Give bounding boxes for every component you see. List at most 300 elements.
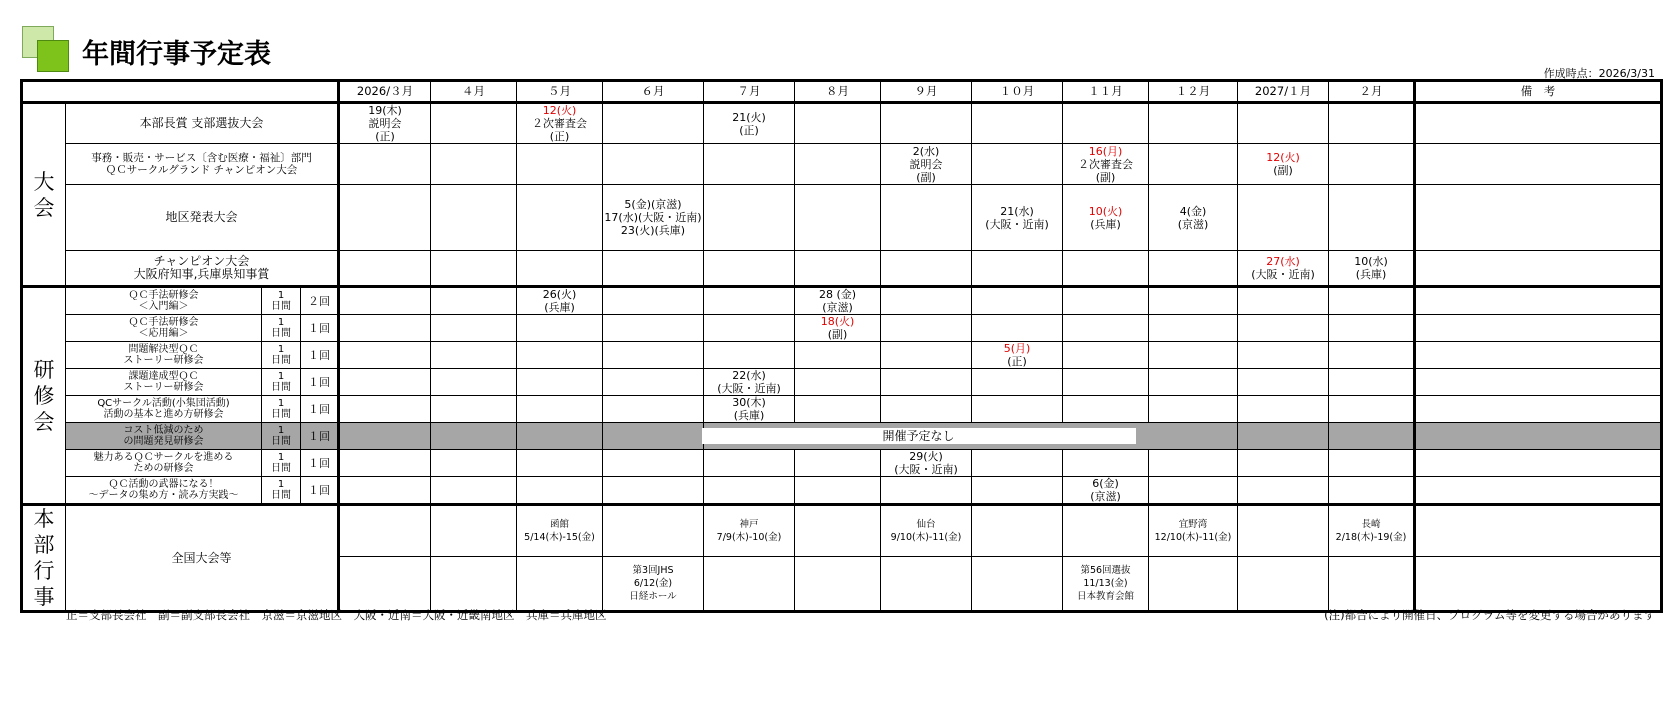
remarks-cell xyxy=(1415,369,1662,396)
month-cell xyxy=(517,369,603,396)
month-cell xyxy=(1329,342,1415,369)
month-cell xyxy=(704,185,795,251)
month-cell xyxy=(339,185,431,251)
month-cell xyxy=(1063,477,1149,505)
cell-text: 日間 xyxy=(271,409,291,420)
month-cell xyxy=(1329,144,1415,185)
cell-text: 5(月) xyxy=(1003,342,1031,355)
training-name xyxy=(66,423,262,450)
cell-text: (副) xyxy=(916,170,936,184)
month-cell xyxy=(1238,287,1329,315)
month-cell xyxy=(881,287,972,315)
month-cell xyxy=(1238,423,1329,450)
month-cell xyxy=(881,505,972,557)
training-row xyxy=(22,369,1662,396)
cell-text: (副) xyxy=(827,328,848,341)
cell-text: 日経ホール xyxy=(629,591,677,603)
training-times: １回 xyxy=(301,477,339,505)
remarks-cell xyxy=(1415,423,1662,450)
training-name xyxy=(66,315,262,342)
cell-text: 2/18(木)-19(金) xyxy=(1335,532,1407,544)
month-cell xyxy=(1063,557,1149,612)
month-cell xyxy=(1238,251,1329,287)
cell-text: 日間 xyxy=(271,463,291,474)
month-cell xyxy=(603,369,704,396)
training-name xyxy=(66,287,262,315)
cell-text: 日間 xyxy=(271,355,291,366)
cell-text: ための研修会 xyxy=(133,463,194,474)
cell-text: 21(水) xyxy=(1000,204,1034,218)
training-times: ２回 xyxy=(301,287,339,315)
training-days xyxy=(262,315,301,342)
month-cell xyxy=(1329,103,1415,144)
training-name xyxy=(66,396,262,423)
training-days xyxy=(262,342,301,369)
month-cell xyxy=(972,450,1063,477)
disclaimer-note: (注)都合により開催日、プログラム等を変更する場合があります xyxy=(1324,608,1655,622)
training-name xyxy=(66,477,262,505)
month-cell xyxy=(603,185,704,251)
cell-text: ＱＣサークルグランド チャンピオン大会 xyxy=(105,164,298,176)
cell-text: 大阪府知事,兵庫県知事賞 xyxy=(133,267,270,281)
month-cell xyxy=(1329,423,1415,450)
remarks-cell xyxy=(1415,505,1662,557)
month-cell xyxy=(1149,396,1238,423)
month-cell xyxy=(972,185,1063,251)
event-name xyxy=(66,103,339,144)
cell-text: 日間 xyxy=(271,436,291,447)
month-cell xyxy=(431,477,517,505)
remarks-cell xyxy=(1415,251,1662,287)
month-cell xyxy=(339,287,431,315)
training-days xyxy=(262,477,301,505)
month-cell xyxy=(795,315,881,342)
cell-text: (正) xyxy=(739,123,759,137)
month-cell xyxy=(431,396,517,423)
remarks-cell xyxy=(1415,396,1662,423)
month-cell xyxy=(881,477,972,505)
month-cell xyxy=(972,396,1063,423)
training-times: １回 xyxy=(301,369,339,396)
month-cell xyxy=(1149,315,1238,342)
cell-text: 2(水) xyxy=(912,144,940,158)
month-cell xyxy=(704,103,795,144)
month-cell xyxy=(881,396,972,423)
month-cell xyxy=(1329,315,1415,342)
month-cell xyxy=(795,185,881,251)
cell-text: 21(火) xyxy=(732,110,766,124)
training-name xyxy=(66,450,262,477)
cell-text: ＜応用編＞ xyxy=(138,328,189,339)
month-cell xyxy=(431,557,517,612)
honbu-row xyxy=(22,505,1662,557)
event-name: 全国大会等 xyxy=(66,505,339,612)
cell-text: (大阪・近南) xyxy=(717,382,781,395)
month-cell xyxy=(1063,287,1149,315)
cell-text: 11/13(金) xyxy=(1083,578,1128,590)
cell-text: (正) xyxy=(549,130,570,143)
cell-text: 28 (金) xyxy=(818,288,857,301)
cell-text: ２次審査会 xyxy=(1078,157,1133,171)
cell-text: 6(金) xyxy=(1092,477,1119,490)
cell-text: 地区発表大会 xyxy=(165,210,238,224)
event-row xyxy=(22,185,1662,251)
training-row xyxy=(22,315,1662,342)
month-cell xyxy=(704,505,795,557)
month-cell xyxy=(1149,103,1238,144)
month-cell xyxy=(603,144,704,185)
cell-text: QCサークル活動(小集団活動) xyxy=(97,397,230,409)
remarks-cell xyxy=(1415,144,1662,185)
month-cell xyxy=(1329,251,1415,287)
training-name xyxy=(66,369,262,396)
month-cell xyxy=(704,557,795,612)
month-cell xyxy=(431,185,517,251)
month-header: ５月 xyxy=(517,81,603,103)
cell-text: ストーリー研修会 xyxy=(123,355,204,366)
training-days xyxy=(262,369,301,396)
month-cell xyxy=(431,342,517,369)
month-header: ４月 xyxy=(431,81,517,103)
month-cell xyxy=(881,251,972,287)
cell-text: ＜入門編＞ xyxy=(138,301,189,312)
month-cell xyxy=(972,557,1063,612)
training-days xyxy=(262,396,301,423)
month-cell xyxy=(704,396,795,423)
section-label-kenshu: 研 修 会 xyxy=(22,287,66,505)
cell-text: コスト低減のため xyxy=(123,424,204,436)
month-cell xyxy=(339,144,431,185)
training-name xyxy=(66,342,262,369)
cell-text: (兵庫) xyxy=(1355,268,1387,281)
cell-text: 16(月) xyxy=(1088,144,1123,158)
month-cell xyxy=(1063,185,1149,251)
month-cell xyxy=(704,477,795,505)
cell-text: 30(木) xyxy=(732,396,766,409)
month-cell xyxy=(517,477,603,505)
month-cell xyxy=(972,342,1063,369)
month-cell xyxy=(1329,396,1415,423)
month-cell xyxy=(603,251,704,287)
month-header: １２月 xyxy=(1149,81,1238,103)
remarks-header: 備 考 xyxy=(1415,81,1662,103)
cell-text: 1 xyxy=(277,451,285,463)
month-cell xyxy=(795,287,881,315)
training-row xyxy=(22,287,1662,315)
month-cell xyxy=(704,342,795,369)
month-cell xyxy=(795,477,881,505)
month-cell xyxy=(1238,342,1329,369)
cell-text: 9/10(木)-11(金) xyxy=(890,532,962,544)
month-cell xyxy=(431,315,517,342)
month-cell xyxy=(517,342,603,369)
month-cell xyxy=(339,342,431,369)
month-header: １１月 xyxy=(1063,81,1149,103)
month-cell xyxy=(704,450,795,477)
month-cell xyxy=(1063,144,1149,185)
month-header: 2026/３月 xyxy=(339,81,431,103)
month-cell xyxy=(1238,477,1329,505)
month-cell xyxy=(795,557,881,612)
month-cell xyxy=(517,557,603,612)
month-cell xyxy=(1149,557,1238,612)
cell-text: 説明会 xyxy=(368,117,402,130)
month-cell xyxy=(1329,477,1415,505)
month-cell xyxy=(431,423,517,450)
page-title: 年間行事予定表 xyxy=(82,39,271,70)
month-cell xyxy=(972,505,1063,557)
month-cell xyxy=(431,251,517,287)
cell-text: 6/12(金) xyxy=(633,578,673,590)
month-cell xyxy=(603,287,704,315)
month-cell xyxy=(603,557,704,612)
cell-text: 18(火) xyxy=(820,315,855,328)
cell-text: (大阪・近南) xyxy=(985,217,1049,231)
month-cell xyxy=(972,287,1063,315)
cell-text: 日間 xyxy=(271,301,291,312)
header-corner xyxy=(22,81,339,103)
month-cell xyxy=(1149,342,1238,369)
month-cell xyxy=(603,423,704,450)
month-cell xyxy=(517,287,603,315)
cell-text: ＱＣ活動の武器になる！ xyxy=(108,478,219,490)
month-cell xyxy=(1238,315,1329,342)
training-times: １回 xyxy=(301,450,339,477)
cell-text: 活動の基本と進め方研修会 xyxy=(103,409,224,420)
cell-text: 説明会 xyxy=(909,157,943,171)
logo-icon xyxy=(22,26,68,70)
event-row xyxy=(22,251,1662,287)
remarks-cell xyxy=(1415,103,1662,144)
month-header: １０月 xyxy=(972,81,1063,103)
month-cell xyxy=(517,144,603,185)
training-row xyxy=(22,477,1662,505)
cell-text: 日間 xyxy=(271,490,291,501)
training-times: １回 xyxy=(301,396,339,423)
month-cell xyxy=(339,423,431,450)
training-row xyxy=(22,450,1662,477)
cell-text: 7/9(木)-10(金) xyxy=(716,532,782,544)
cell-text: 12(火) xyxy=(542,104,577,117)
month-cell xyxy=(704,315,795,342)
month-cell xyxy=(339,369,431,396)
month-cell xyxy=(431,369,517,396)
month-cell xyxy=(339,103,431,144)
cell-text: 10(火) xyxy=(1088,204,1123,218)
month-cell xyxy=(1063,369,1149,396)
month-cell xyxy=(972,315,1063,342)
cell-text: (正) xyxy=(375,130,395,143)
month-cell xyxy=(339,251,431,287)
month-cell xyxy=(1063,342,1149,369)
month-cell xyxy=(1238,369,1329,396)
cell-text: 1 xyxy=(277,289,285,301)
month-cell xyxy=(431,103,517,144)
cell-text: 日間 xyxy=(271,328,291,339)
cell-text: 27(水) xyxy=(1266,255,1300,268)
cell-text: (兵庫) xyxy=(733,409,765,422)
month-cell xyxy=(517,103,603,144)
month-cell xyxy=(1063,251,1149,287)
month-cell xyxy=(972,369,1063,396)
month-cell xyxy=(881,185,972,251)
month-cell xyxy=(603,315,704,342)
cell-text: の問題発見研修会 xyxy=(123,436,204,447)
cell-text: 22(水) xyxy=(732,369,766,382)
month-cell xyxy=(1149,369,1238,396)
section-label-taikai: 大 会 xyxy=(22,103,66,287)
month-cell xyxy=(704,287,795,315)
month-cell xyxy=(431,505,517,557)
month-cell xyxy=(339,505,431,557)
cell-text: (正) xyxy=(1007,355,1027,368)
cell-text: ＱＣ手法研修会 xyxy=(128,316,199,328)
month-cell xyxy=(704,251,795,287)
month-cell xyxy=(1063,103,1149,144)
month-cell xyxy=(795,103,881,144)
month-cell xyxy=(603,477,704,505)
cell-text: 23(火)(兵庫) xyxy=(620,224,686,237)
month-cell xyxy=(795,396,881,423)
cell-text: 問題解決型ＱＣ xyxy=(128,343,199,355)
month-cell xyxy=(431,144,517,185)
training-days xyxy=(262,287,301,315)
month-cell xyxy=(1149,144,1238,185)
cell-text: 1 xyxy=(277,370,285,382)
month-cell xyxy=(339,315,431,342)
training-times: １回 xyxy=(301,315,339,342)
cell-text: 仙台 xyxy=(916,519,936,531)
cell-text: 函館 xyxy=(549,519,569,531)
section-label-honbu: 本 部 行 事 xyxy=(22,505,66,612)
cell-text: 日本教育会館 xyxy=(1076,591,1134,603)
month-cell xyxy=(972,251,1063,287)
cell-text: 課題達成型ＱＣ xyxy=(128,370,199,382)
month-header: ９月 xyxy=(881,81,972,103)
month-cell xyxy=(972,477,1063,505)
month-cell xyxy=(1329,505,1415,557)
training-days xyxy=(262,423,301,450)
cell-text: (京滋) xyxy=(1090,490,1121,503)
month-cell xyxy=(517,423,603,450)
month-cell xyxy=(972,103,1063,144)
month-cell xyxy=(517,396,603,423)
month-cell xyxy=(881,450,972,477)
schedule-table xyxy=(20,79,1663,613)
month-cell xyxy=(795,144,881,185)
month-header: ８月 xyxy=(795,81,881,103)
month-cell xyxy=(603,505,704,557)
month-cell xyxy=(1149,450,1238,477)
cell-text: 事務・販売・サービス〔含む医療・福祉〕部門 xyxy=(91,152,312,164)
month-cell xyxy=(881,315,972,342)
cell-text: 1 xyxy=(277,343,285,355)
month-cell xyxy=(1238,396,1329,423)
cell-text: ～データの集め方・読み方実践～ xyxy=(88,490,239,501)
month-cell xyxy=(517,450,603,477)
training-row xyxy=(22,342,1662,369)
cell-text: 5(金)(京滋) xyxy=(624,198,682,211)
month-cell xyxy=(1149,287,1238,315)
training-days xyxy=(262,450,301,477)
month-cell xyxy=(881,557,972,612)
month-cell xyxy=(603,342,704,369)
cell-text: (副) xyxy=(1273,164,1293,177)
month-cell xyxy=(795,251,881,287)
month-cell xyxy=(1149,505,1238,557)
event-name xyxy=(66,185,339,251)
event-row xyxy=(22,103,1662,144)
cell-text: (副) xyxy=(1095,170,1116,184)
month-cell xyxy=(1329,369,1415,396)
event-row xyxy=(22,144,1662,185)
remarks-cell xyxy=(1415,477,1662,505)
month-cell xyxy=(1238,144,1329,185)
month-cell xyxy=(881,144,972,185)
month-header: ７月 xyxy=(704,81,795,103)
cell-text: 長崎 xyxy=(1361,519,1381,531)
month-cell xyxy=(517,315,603,342)
cell-text: 1 xyxy=(277,316,285,328)
cell-text: 19(木) xyxy=(368,104,402,117)
month-cell xyxy=(1238,557,1329,612)
month-cell xyxy=(339,396,431,423)
month-cell xyxy=(1149,251,1238,287)
cell-text: 17(水)(大阪・近南) xyxy=(604,211,702,224)
month-cell xyxy=(1149,185,1238,251)
remarks-cell xyxy=(1415,287,1662,315)
month-cell xyxy=(795,505,881,557)
month-header: 2027/１月 xyxy=(1238,81,1329,103)
month-cell xyxy=(1329,450,1415,477)
month-cell xyxy=(1063,505,1149,557)
cell-text: (兵庫) xyxy=(544,301,575,314)
remarks-cell xyxy=(1415,185,1662,251)
month-cell xyxy=(881,369,972,396)
cell-text: 1 xyxy=(277,478,285,490)
month-cell xyxy=(1238,103,1329,144)
cell-text: (京滋) xyxy=(822,301,853,314)
event-name xyxy=(66,144,339,185)
cell-text: 29(火) xyxy=(909,450,943,463)
cell-text: チャンピオン大会 xyxy=(153,254,250,268)
cell-text: 本部長賞 支部選抜大会 xyxy=(139,116,264,130)
month-cell xyxy=(603,450,704,477)
training-row xyxy=(22,423,1662,450)
cell-text: 5/14(木)-15(金) xyxy=(524,532,595,544)
training-times: １回 xyxy=(301,342,339,369)
no-plan-label: 開催予定なし xyxy=(702,428,1136,444)
month-cell xyxy=(517,505,603,557)
cell-text: 日間 xyxy=(271,382,291,393)
month-cell xyxy=(972,144,1063,185)
month-cell xyxy=(431,450,517,477)
month-cell xyxy=(517,251,603,287)
month-cell xyxy=(1238,450,1329,477)
cell-text: 12/10(木)-11(金) xyxy=(1154,532,1232,544)
training-times: １回 xyxy=(301,423,339,450)
remarks-cell xyxy=(1415,342,1662,369)
header-row xyxy=(22,81,1662,103)
cell-text: (大阪・近南) xyxy=(894,463,958,476)
month-cell xyxy=(1149,477,1238,505)
month-cell xyxy=(1063,450,1149,477)
month-cell xyxy=(1329,287,1415,315)
month-header: ６月 xyxy=(603,81,704,103)
month-cell xyxy=(339,450,431,477)
month-header: ２月 xyxy=(1329,81,1415,103)
cell-text: 1 xyxy=(277,424,285,436)
